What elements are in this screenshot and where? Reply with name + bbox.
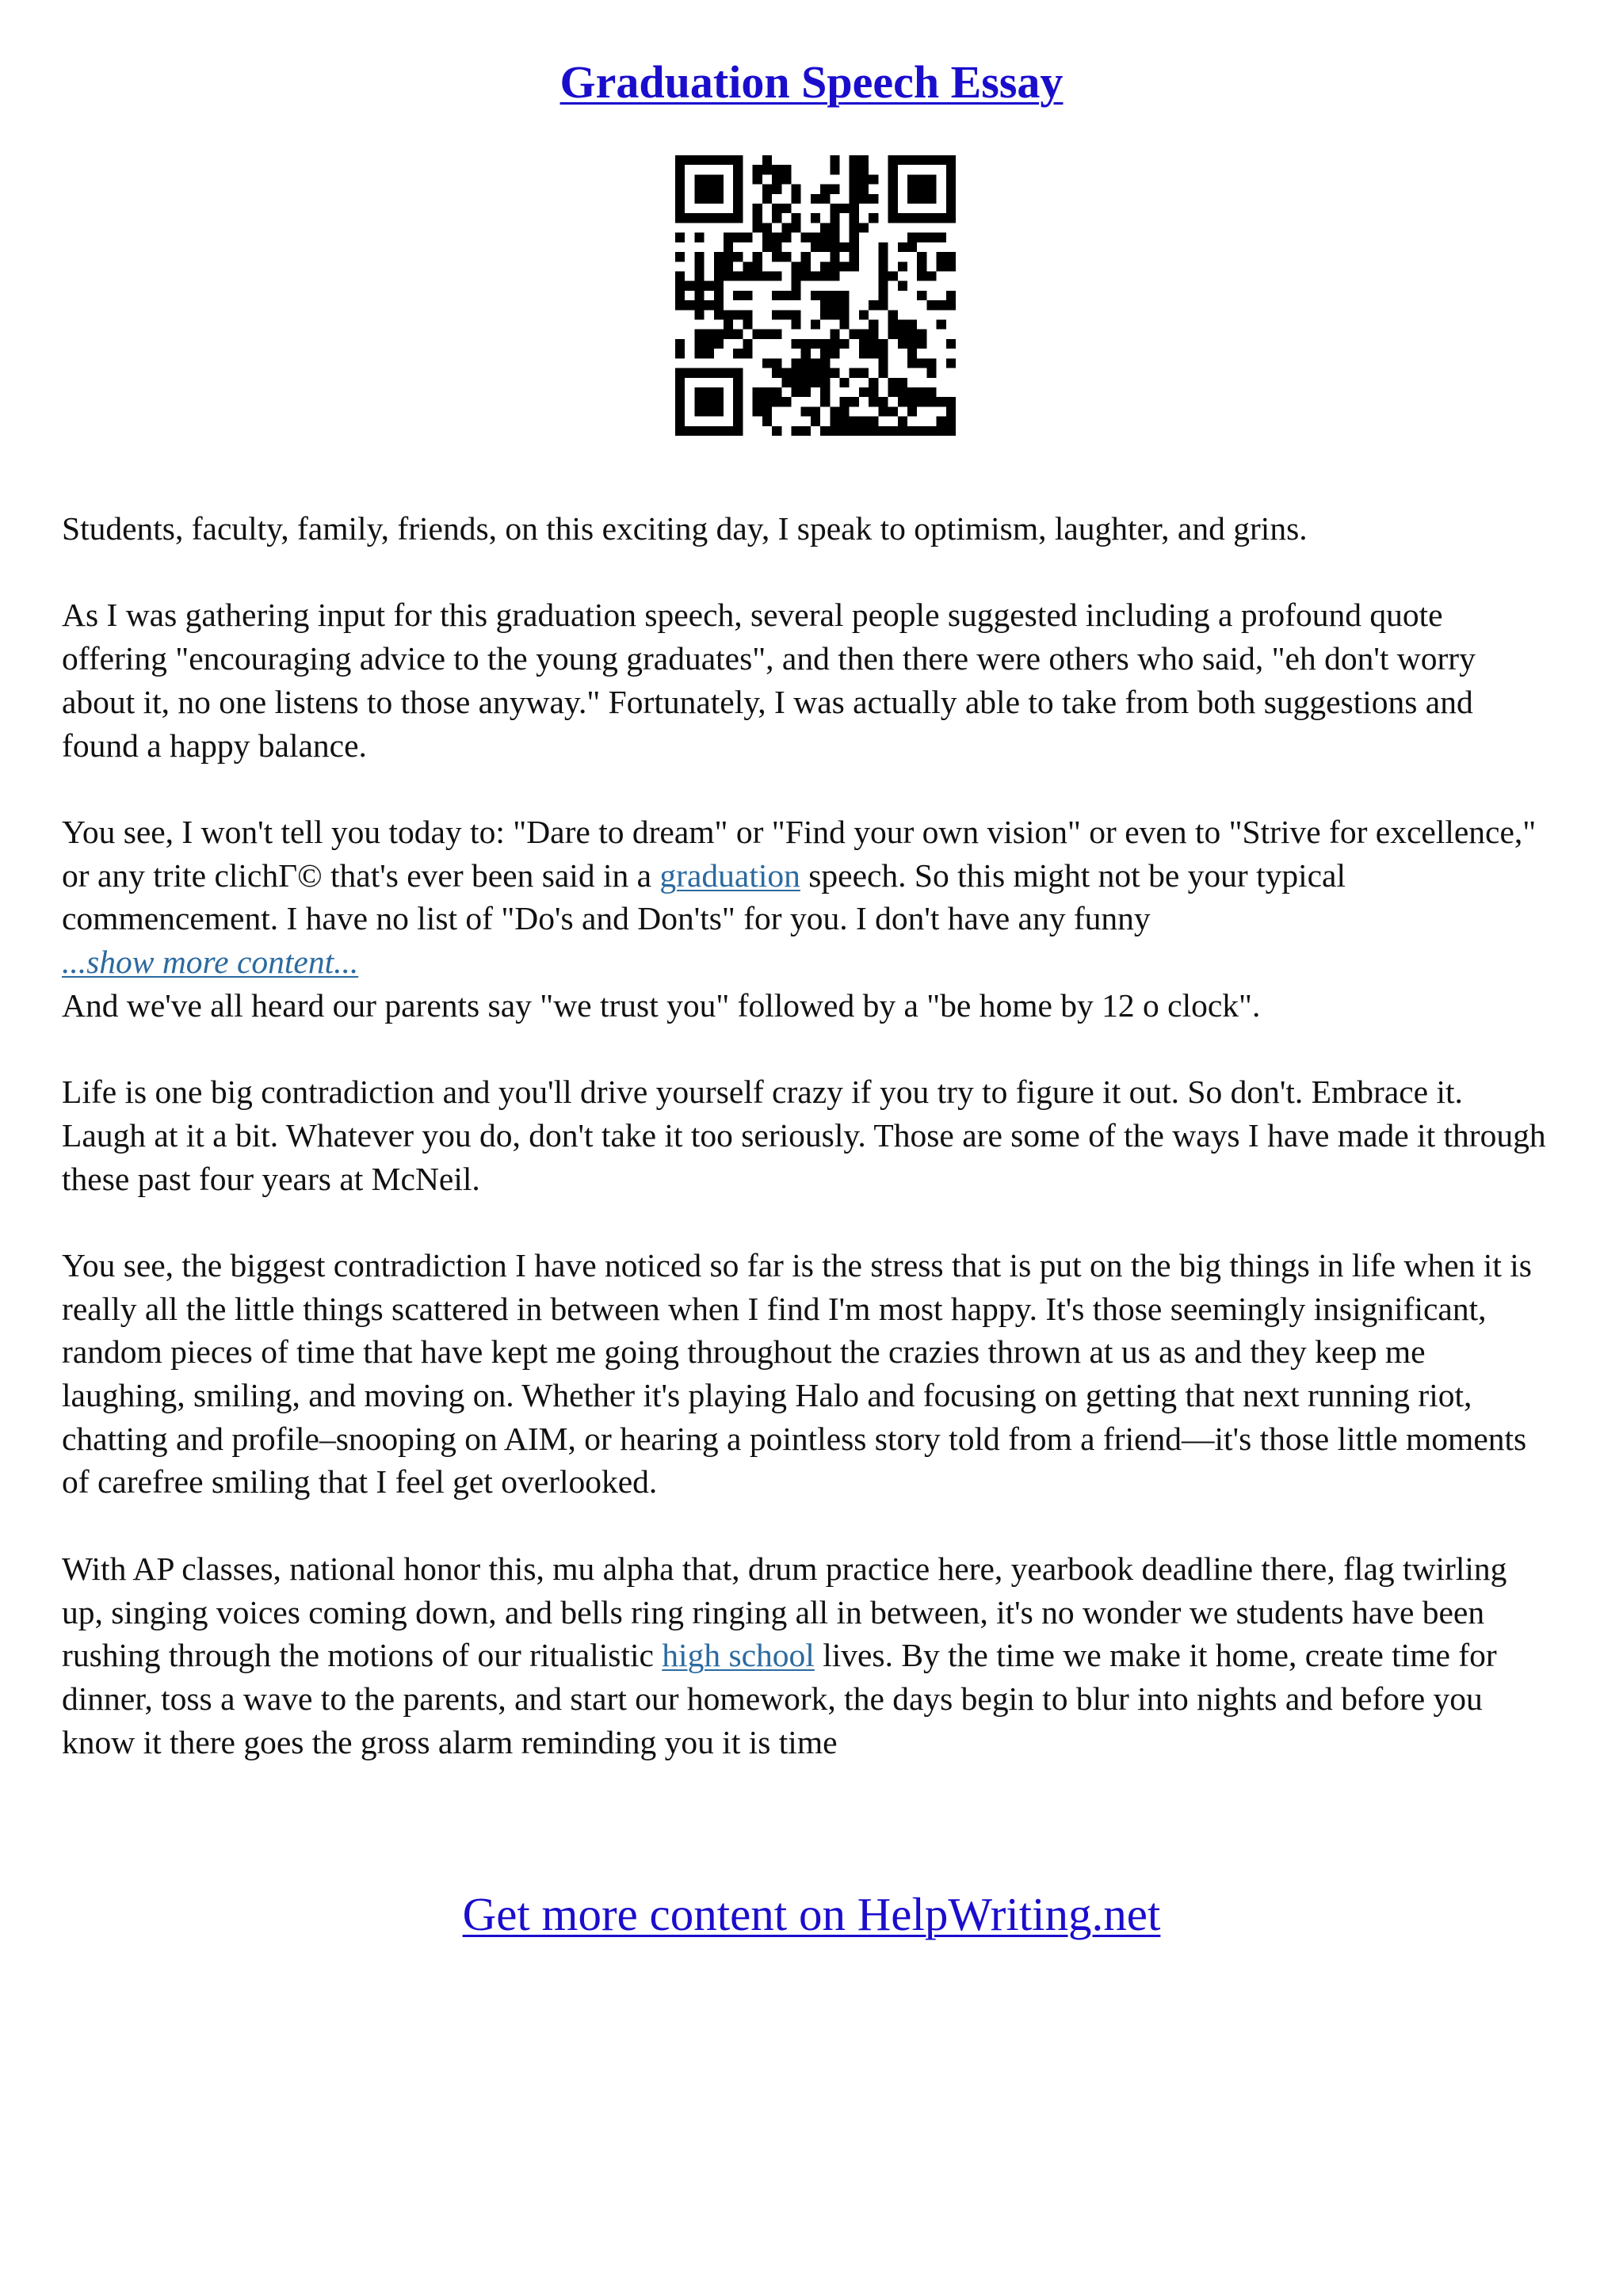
show-more-line xyxy=(62,940,1552,984)
document-title-link[interactable]: Graduation Speech Essay xyxy=(559,56,1064,108)
qr-code-icon xyxy=(675,155,956,436)
paragraph-you-see-start: You see, I won't tell you today to: "Dare to dream" or "Find your own vision" or even to "Strive for excellence," or any trite clichГ© that's ever been said in a xyxy=(62,813,1537,894)
paragraph-you-see-end: speech. So this might not be your typical commencement. I have no list of "Do's and Don'ts" for you. I don't have any funny xyxy=(62,856,1346,937)
paragraph-ap-classes-start: With AP classes, national honor this, mu alpha that, drum practice here, yearbook deadline there, flag twirling up, singing voices coming down, and bells ring ringing all in between, it's no wonder we students have been rushing through the motions of our ritualistic xyxy=(62,1550,1507,1674)
paragraph-gathering-input: As I was gathering input for this graduation speech, several people suggested including a profound quote offering "encouraging advice to the young graduates", and then there were others who said, "eh don't worry about it, no one listens to those anyway." Fortunately, I was actually able to take from both suggestions and found a happy balance. xyxy=(62,597,1476,764)
helpwriting-footer-link[interactable]: Get more content on HelpWriting.net xyxy=(462,1888,1161,1940)
paragraph-intro: Students, faculty, family, friends, on this exciting day, I speak to optimism, laughter, and grins. xyxy=(62,510,1308,547)
footer-container xyxy=(0,1887,1623,1942)
paragraph-you-see xyxy=(62,810,1552,940)
paragraph-contradiction: Life is one big contradiction and you'll drive yourself crazy if you try to figure it out. So don't. Embrace it. Laugh at it a bit. Whatever you do, don't take it too seriously. Those are some of the ways I have made it through these past four years at McNeil. xyxy=(62,1074,1546,1197)
graduation-link[interactable]: graduation xyxy=(659,856,800,894)
paragraph-parents-trust: And we've all heard our parents say "we trust you" followed by a "be home by 12 o clock". xyxy=(62,986,1261,1024)
essay-body xyxy=(62,507,1552,1764)
show-more-link[interactable]: ...show more content... xyxy=(62,944,359,980)
paragraph-little-things: You see, the biggest contradiction I have noticed so far is the stress that is put on the big things in life when it is really all the little things scattered in between when I find I'm most happy. It's those seemingly insignificant, random pieces of time that have kept me going throughout the crazies thrown at us as and they keep me laughing, smiling, and moving on. Whether it's playing Halo and focusing on getting that next running riot, chatting and profile–snooping on AIM, or hearing a pointless story told from a friend—it's those little moments of carefree smiling that I feel get overlooked. xyxy=(62,1246,1532,1501)
paragraph-ap-classes-end: lives. By the time we make it home, create time for dinner, toss a wave to the parents, and start our homework, the days begin to blur into nights and before you know it there goes the gross alarm reminding you it is time xyxy=(62,1637,1497,1760)
paragraph-ap-classes xyxy=(62,1547,1552,1764)
title-container xyxy=(0,55,1623,109)
high-school-link[interactable]: high school xyxy=(662,1637,815,1674)
